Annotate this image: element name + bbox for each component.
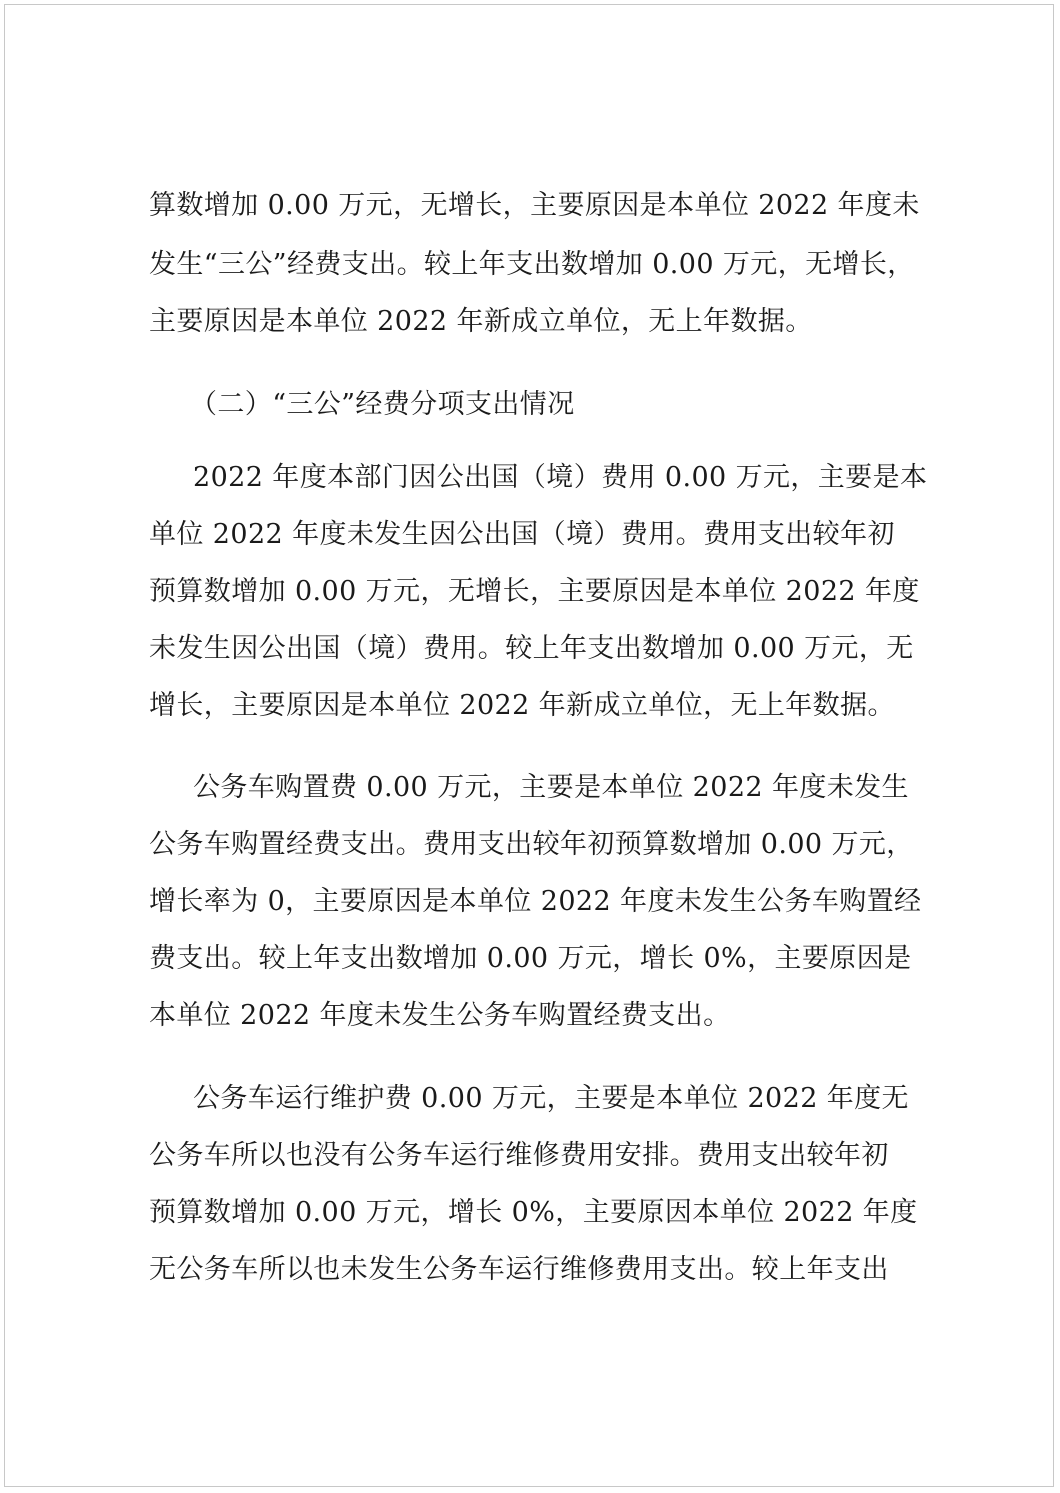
paragraph-line: 本单位 2022 年度未发生公务车购置经费支出。 <box>149 1000 731 1031</box>
paragraph-line: 增长，主要原因是本单位 2022 年新成立单位，无上年数据。 <box>149 690 895 721</box>
paragraph-line: 费支出。较上年支出数增加 0.00 万元，增长 0%，主要原因是 <box>149 943 912 974</box>
paragraph-line: 未发生因公出国（境）费用。较上年支出数增加 0.00 万元，无 <box>149 633 914 664</box>
paragraph-line: 公务车所以也没有公务车运行维修费用安排。费用支出较年初 <box>149 1140 889 1171</box>
paragraph-line: 公务车运行维护费 0.00 万元，主要是本单位 2022 年度无 <box>193 1083 909 1114</box>
paragraph-line: 预算数增加 0.00 万元，增长 0%，主要原因本单位 2022 年度 <box>149 1197 918 1228</box>
paragraph-line: 算数增加 0.00 万元，无增长，主要原因是本单位 2022 年度未 <box>149 190 920 221</box>
paragraph-line: 增长率为 0，主要原因是本单位 2022 年度未发生公务车购置经 <box>149 886 922 917</box>
paragraph-line: 主要原因是本单位 2022 年新成立单位，无上年数据。 <box>149 306 813 337</box>
paragraph-line: 单位 2022 年度未发生因公出国（境）费用。费用支出较年初 <box>149 519 895 550</box>
paragraph-line: 发生“三公”经费支出。较上年支出数增加 0.00 万元，无增长， <box>149 249 915 280</box>
section-heading: （二）“三公”经费分项支出情况 <box>190 389 575 420</box>
paragraph-line: 无公务车所以也未发生公务车运行维修费用支出。较上年支出 <box>149 1254 889 1285</box>
paragraph-line: 预算数增加 0.00 万元，无增长，主要原因是本单位 2022 年度 <box>149 576 920 607</box>
paragraph-line: 公务车购置费 0.00 万元，主要是本单位 2022 年度未发生 <box>193 772 909 803</box>
paragraph-line: 2022 年度本部门因公出国（境）费用 0.00 万元，主要是本 <box>193 462 928 493</box>
paragraph-line: 公务车购置经费支出。费用支出较年初预算数增加 0.00 万元， <box>149 829 914 860</box>
